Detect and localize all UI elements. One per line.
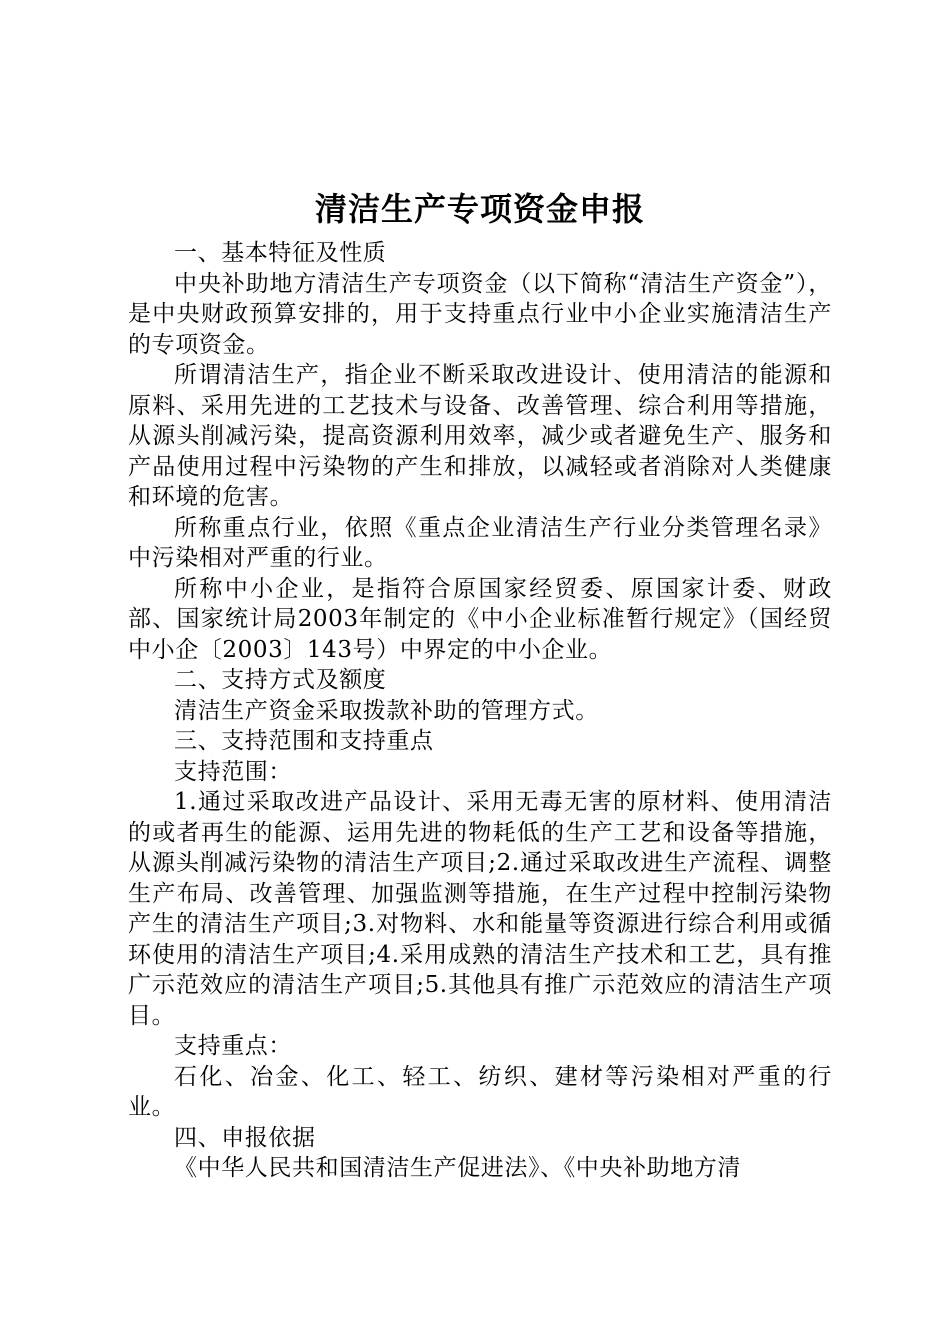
label-support-scope: 支持范围：: [174, 758, 292, 785]
paragraph-support-scope-items: 1.通过采取改进产品设计、采用无毒无害的原材料、使用清洁的或者再生的能源、运用先进的物耗低的生产工艺和设备等措施，从源头削减污染物的清洁生产项目;2.通过采取改进生产流程、调整生产布局、改善管理、加强监测等措施，在生产过程中控制污染物产生的清洁生产项目;3.对物料、水和能量等资源进行综合利用或循环使用的清洁生产项目;4.采用成熟的清洁生产技术和工艺，具有推广示范效应的清洁生产项目;5.其他具有推广示范效应的清洁生产项目。: [128, 789, 832, 1029]
paragraph-key-industries: 所称重点行业，依照《重点企业清洁生产行业分类管理名录》中污染相对严重的行业。: [128, 514, 832, 571]
paragraph-clean-production-definition: 所谓清洁生产，指企业不断采取改进设计、使用清洁的能源和原料、采用先进的工艺技术与设备、改善管理、综合利用等措施，从源头削减污染，提高资源利用效率，减少或者避免生产、服务和产品使用过程中污染物的产生和排放，以减轻或者消除对人类健康和环境的危害。: [128, 362, 832, 510]
section-heading-characteristics: 一、基本特征及性质: [174, 240, 387, 266]
label-support-focus: 支持重点：: [174, 1033, 292, 1059]
section-heading-application-basis: 四、申报依据: [174, 1124, 316, 1151]
paragraph-sme-definition: 所称中小企业，是指符合原国家经贸委、原国家计委、财政部、国家统计局2003年制定的《中小企业标准暂行规定》（国经贸中小企〔2003〕143号）中界定的中小企业。: [128, 575, 832, 663]
paragraph-support-method: 清洁生产资金采取拨款补助的管理方式。: [174, 697, 599, 724]
section-heading-support-method: 二、支持方式及额度: [174, 667, 387, 693]
document-page: [128, 0, 832, 1344]
document-body: [128, 238, 832, 1184]
paragraph-support-focus: 石化、冶金、化工、轻工、纺织、建材等污染相对严重的行业。: [128, 1063, 832, 1120]
paragraph-application-basis: 《中华人民共和国清洁生产促进法》、《中央补助地方清: [174, 1155, 741, 1181]
section-heading-support-scope: 三、支持范围和支持重点: [174, 728, 434, 754]
document-title: 清洁生产专项资金申报: [314, 190, 645, 228]
paragraph-fund-definition: 中央补助地方清洁生产专项资金（以下简称“清洁生产资金”），是中央财政预算安排的，用于支持重点行业中小企业实施清洁生产的专项资金。: [128, 270, 832, 358]
